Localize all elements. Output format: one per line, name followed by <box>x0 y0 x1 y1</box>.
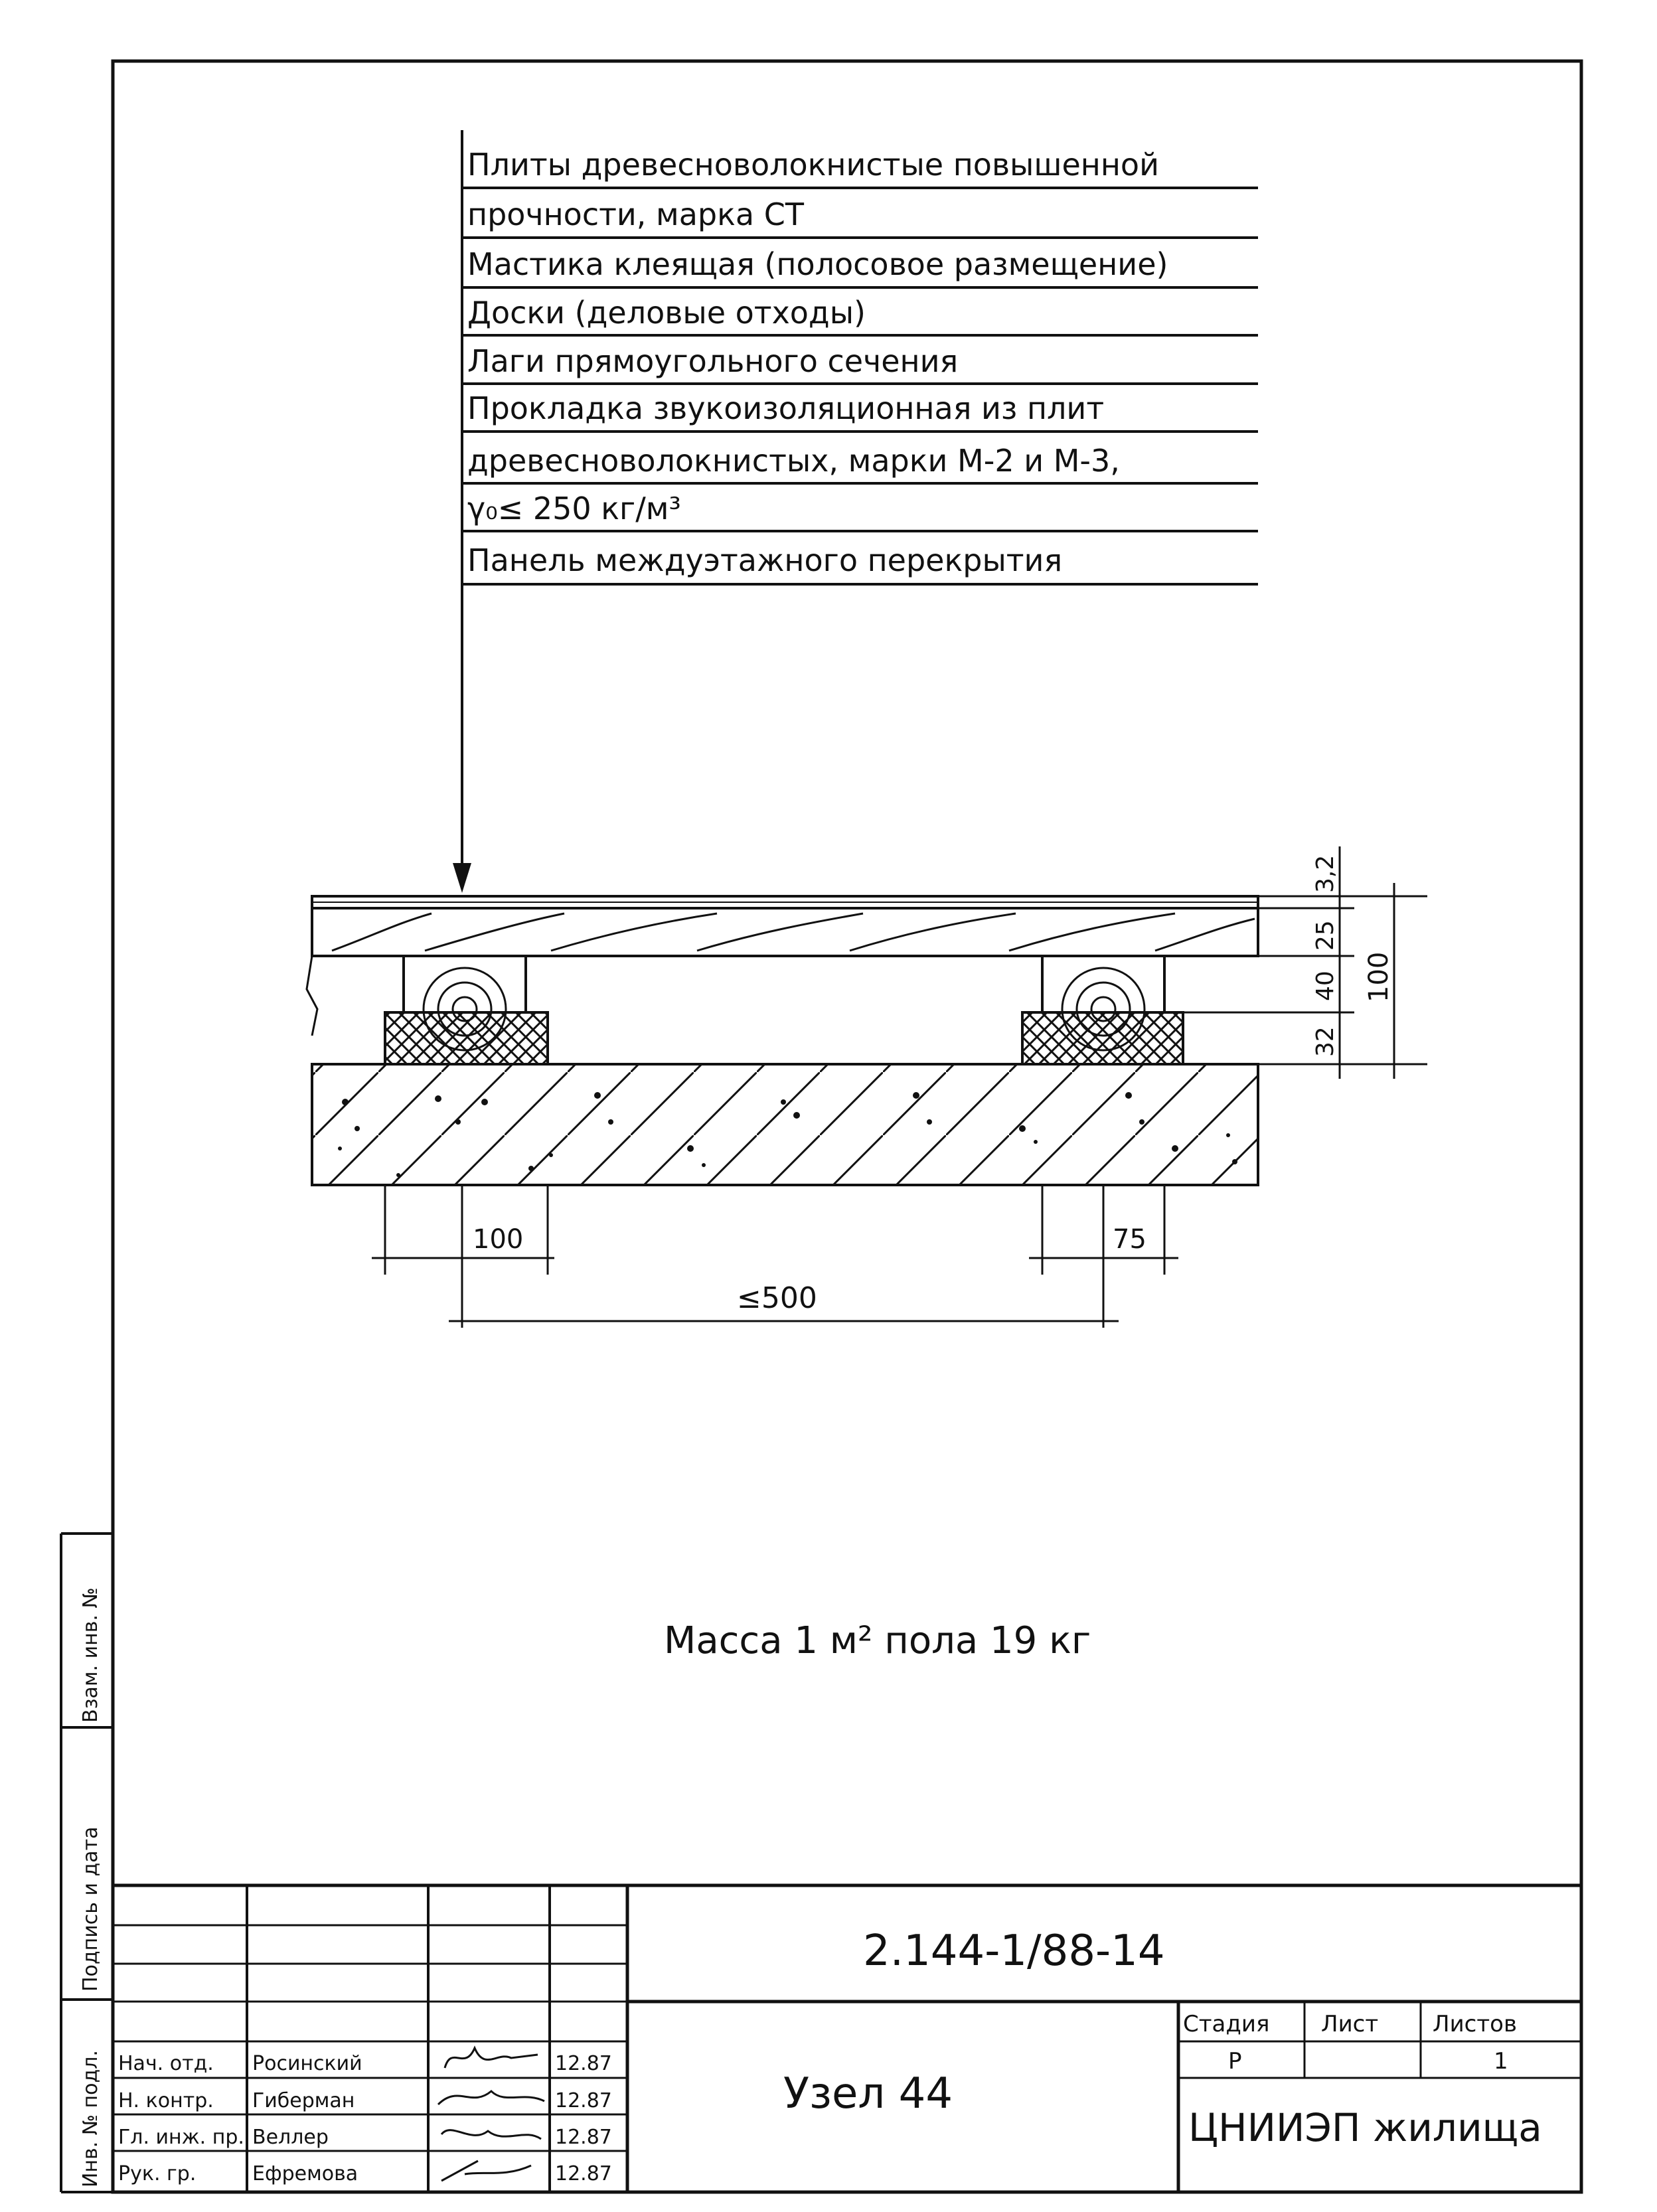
soundproof-pad-left <box>385 1012 548 1064</box>
floor-slab <box>312 1064 1258 1185</box>
floor-section <box>307 896 1258 1185</box>
organization: ЦНИИЭП жилища <box>1188 2105 1542 2150</box>
name-4: Ефремова <box>252 2162 358 2185</box>
name-2: Гиберман <box>252 2089 355 2112</box>
legend-line-3: Мастика клеящая (полосовое размещение) <box>467 246 1168 282</box>
date-3: 12.87 <box>555 2126 612 2149</box>
drawing-title: Узел 44 <box>783 2069 953 2118</box>
legend-line-1: Плиты древесноволокнистые повышенной <box>467 147 1159 183</box>
doc-code: 2.144-1/88-14 <box>863 1927 1165 1976</box>
role-3: Гл. инж. пр. <box>118 2126 244 2149</box>
joist-right <box>1022 956 1183 1064</box>
legend-line-7: древесноволокнистых, марки М-2 и М-3, <box>467 443 1120 479</box>
dim-total-height: 100 <box>1364 951 1394 1002</box>
inv-podl-label: Инв. № подл. <box>79 2050 102 2187</box>
date-4: 12.87 <box>555 2162 612 2185</box>
dim-spacing: ≤500 <box>737 1281 817 1315</box>
dim-joist-width: 75 <box>1113 1224 1146 1255</box>
date-1: 12.87 <box>555 2052 612 2075</box>
vzam-inv-label: Взам. инв. № <box>79 1587 102 1723</box>
mass-note: Масса 1 м² пола 19 кг <box>664 1619 1091 1662</box>
legend <box>462 147 1258 584</box>
dim-layer-4: 32 <box>1312 1026 1339 1057</box>
stage-header: Стадия <box>1183 2011 1270 2037</box>
dim-layer-2: 25 <box>1312 920 1339 951</box>
sheets-header: Листов <box>1433 2011 1518 2037</box>
legend-line-4: Доски (деловые отходы) <box>467 295 866 331</box>
legend-line-8: γ₀≤ 250 кг/м³ <box>467 491 681 526</box>
boards-layer <box>312 908 1258 956</box>
sheets-value: 1 <box>1494 2048 1508 2075</box>
dim-layer-1: 3,2 <box>1312 854 1339 893</box>
stage-value: Р <box>1228 2048 1242 2075</box>
legend-line-2: прочности, марка СТ <box>467 197 804 232</box>
name-1: Росинский <box>252 2052 362 2075</box>
legend-line-9: Панель междуэтажного перекрытия <box>467 542 1063 578</box>
dim-layer-3: 40 <box>1312 971 1339 1001</box>
sheet-header: Лист <box>1321 2011 1379 2037</box>
name-3: Веллер <box>252 2126 329 2149</box>
role-2: Н. контр. <box>118 2089 214 2112</box>
date-2: 12.87 <box>555 2089 612 2112</box>
soundproof-pad-right <box>1022 1012 1183 1064</box>
role-4: Рук. гр. <box>118 2162 197 2185</box>
podpis-data-label: Подпись и дата <box>79 1826 102 1992</box>
legend-line-5: Лаги прямоугольного сечения <box>467 343 959 379</box>
joist-left <box>385 956 548 1064</box>
title-block <box>113 1885 1581 2192</box>
role-1: Нач. отд. <box>118 2052 214 2075</box>
side-stamp <box>61 1534 113 2192</box>
dim-pad-width: 100 <box>473 1224 524 1255</box>
legend-line-6: Прокладка звукоизоляционная из плит <box>467 390 1105 426</box>
